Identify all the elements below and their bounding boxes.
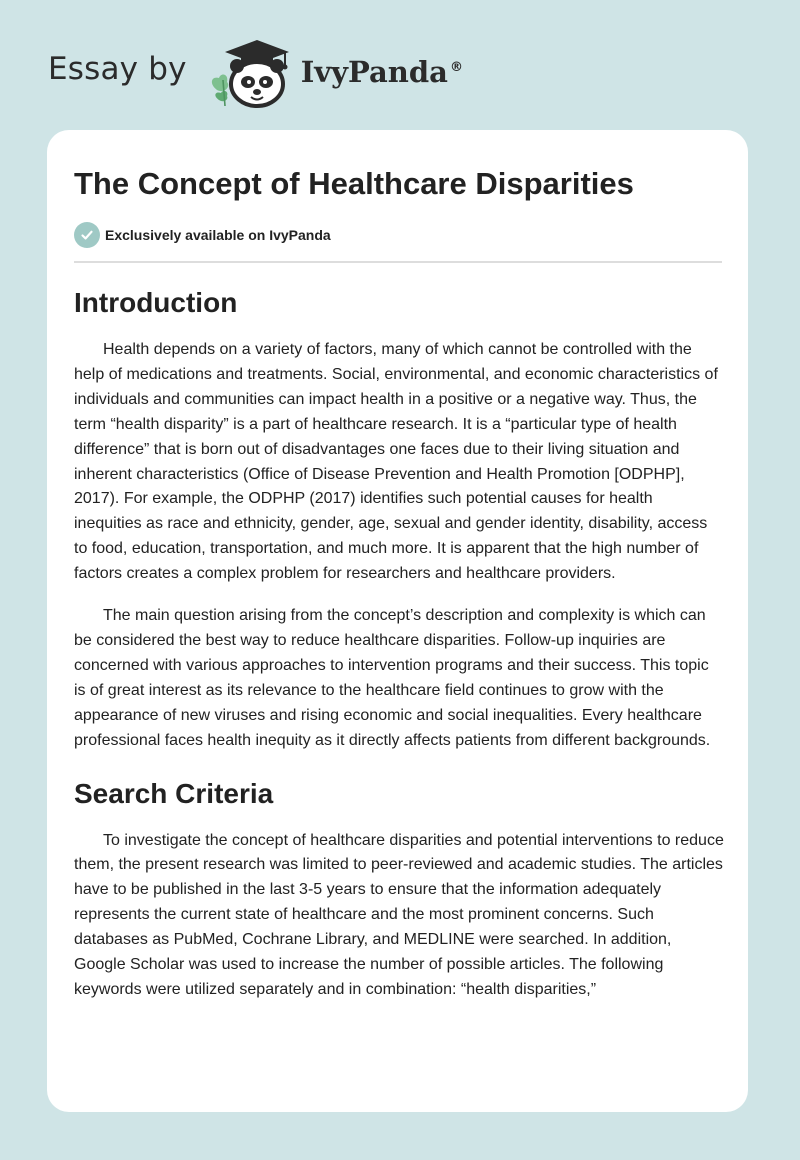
registered-mark: ® (449, 60, 463, 76)
section-search-criteria (74, 776, 724, 1003)
section-heading: Introduction (74, 287, 238, 318)
ivypanda-logo-icon (201, 36, 297, 108)
essay-card (47, 130, 748, 1112)
brand-name-text: IvyPanda (300, 55, 448, 89)
paragraph: Health depends on a variety of factors, many of which cannot be controlled with the help of medications and treatments. Social, environmental, and economic characteristics of individuals and communities can impact health in a positive or a negative way. Thus, the term “health disparity” is a part of healthcare research. It is a “particular type of health difference” that is born out of disadvantages one faces due to their living situation and inherent characteristics (Office of Disease Prevention and Health Promotion [ODPHP], 2017). For example, the ODPHP (2017) identifies such potential causes for health inequities as race and ethnicity, gender, age, sexual and gender identity, disability, access to food, education, transportation, and much more. It is apparent that the high number of factors creates a complex problem for researchers and healthcare providers. (74, 341, 718, 583)
checkmark-icon (74, 222, 100, 248)
brand-name (301, 55, 463, 89)
divider (74, 261, 722, 263)
badge-text: Exclusively available on IvyPanda (105, 227, 331, 243)
paragraph: To investigate the concept of healthcare disparities and potential interventions to reduce them, the present research was limited to peer-reviewed and academic studies. The articles have to be published in the last 3-5 years to ensure that the information adequately represents the current state of healthcare and the most prominent concerns. Such databases as PubMed, Cochrane Library, and MEDLINE were searched. In addition, Google Scholar was used to increase the number of possible articles. The following keywords were utilized separately and in combination: “health disparities,” (74, 831, 724, 998)
paragraph: The main question arising from the concept’s description and complexity is which can be considered the best way to reduce healthcare disparities. Follow-up inquiries are concerned with various approaches to intervention programs and their success. This topic is of great interest as its relevance to the healthcare field continues to grow with the appearance of new viruses and rising economic and social inequalities. Every healthcare professional faces health inequity as it directly affects patients from different backgrounds. (74, 607, 711, 749)
section-introduction (74, 285, 724, 754)
page-title: The Concept of Healthcare Disparities (74, 166, 634, 201)
essay-content (74, 164, 724, 1003)
brand-header[interactable] (48, 36, 463, 108)
exclusive-badge (74, 222, 724, 248)
brand-prefix: Essay by (48, 51, 187, 87)
section-heading: Search Criteria (74, 777, 274, 809)
